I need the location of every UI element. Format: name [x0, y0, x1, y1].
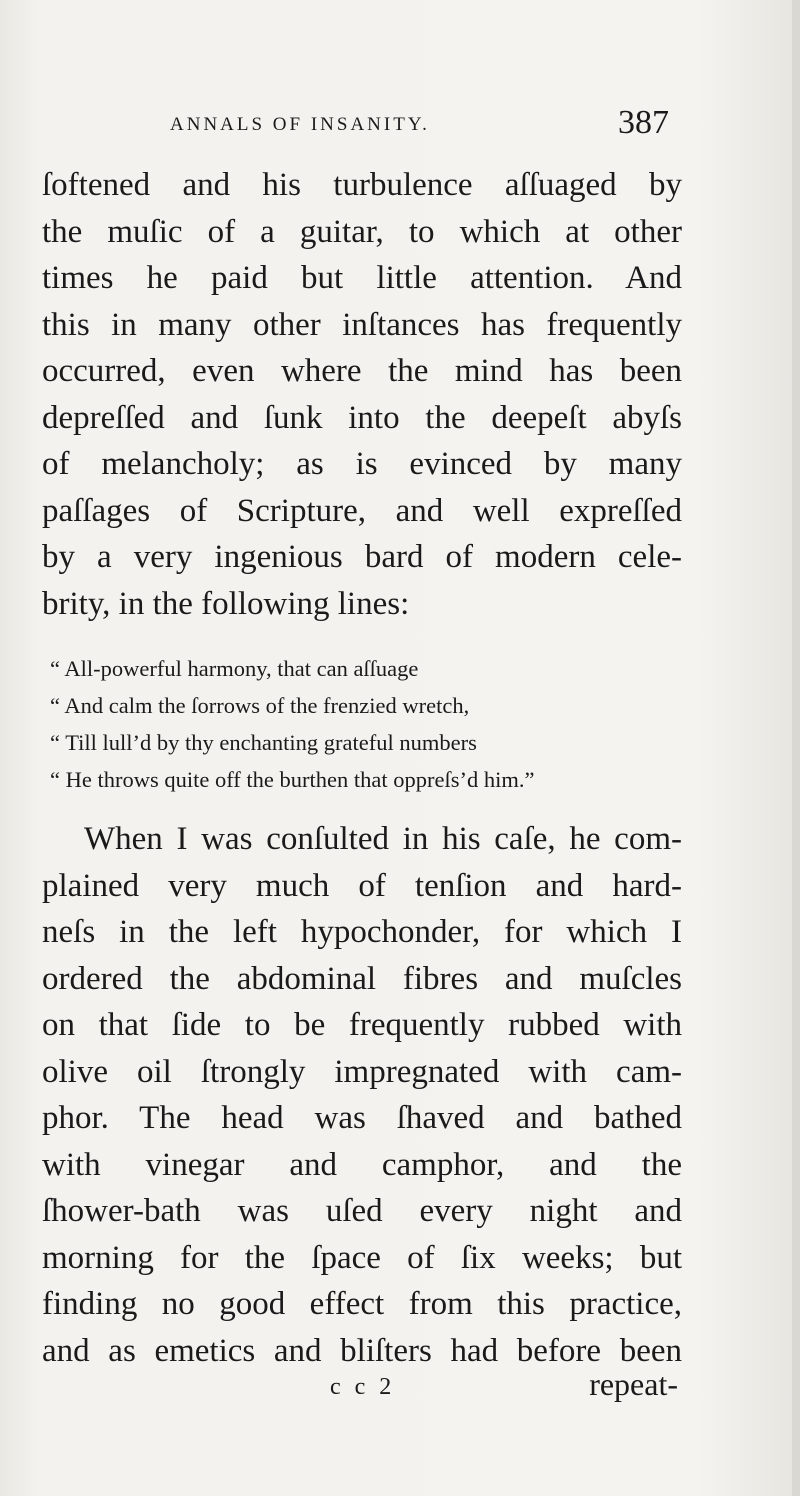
text-line: ſhower-bath was uſed every night and: [42, 1193, 682, 1229]
page-header: [170, 104, 690, 154]
text-line: by a very ingenious bard of modern cele-: [42, 539, 682, 575]
text-line: this in many other inſtances has frequently: [42, 306, 682, 343]
signature-mark: c c 2: [330, 1374, 396, 1400]
page-edge: [792, 0, 800, 1496]
text-line: and as emetics and bliſters had before been: [42, 1332, 682, 1369]
text-line: on that ſide to be frequently rubbed with: [42, 1007, 682, 1043]
text-line: times he paid but little attention. And: [42, 260, 682, 296]
verse-line: “ Till lull’d by thy enchanting grateful numbers: [50, 730, 477, 755]
verse-quotation: [50, 650, 690, 798]
text-line: plained very much of tenſion and hard-: [42, 867, 682, 904]
text-line: paſſages of Scripture, and well expreſſed: [42, 492, 682, 529]
paragraph-2: [42, 816, 682, 1374]
paragraph-1: [42, 162, 682, 627]
text-line: neſs in the left hypochonder, for which I: [42, 914, 682, 950]
text-line: occurred, even where the mind has been: [42, 353, 682, 389]
verse-line: “ All-powerful harmony, that can aſſuage: [50, 656, 419, 681]
running-head: ANNALS OF INSANITY.: [170, 114, 430, 135]
text-line: When I was conſulted in his caſe, he com-: [84, 821, 682, 857]
page-number: 387: [618, 104, 669, 141]
page-footer: [42, 1366, 682, 1412]
catchword: repeat-: [589, 1366, 678, 1402]
text-line: olive oil ſtrongly impregnated with cam-: [42, 1053, 682, 1090]
text-line: ordered the abdominal fibres and muſcles: [42, 960, 682, 997]
verse-line: “ He throws quite off the burthen that oppreſs’d him.”: [50, 767, 535, 792]
text-line: ſoftened and his turbulence aſſuaged by: [42, 167, 682, 203]
text-line: morning for the ſpace of ſix weeks; but: [42, 1239, 682, 1276]
verse-line: “ And calm the ſorrows of the frenzied wretch,: [50, 693, 470, 718]
text-line: of melancholy; as is evinced by many: [42, 446, 682, 482]
text-line: with vinegar and camphor, and the: [42, 1146, 682, 1183]
text-line: phor. The head was ſhaved and bathed: [42, 1100, 682, 1136]
text-line: depreſſed and ſunk into the deepeſt abyſs: [42, 399, 682, 436]
text-line: the muſic of a guitar, to which at other: [42, 213, 682, 250]
text-line: finding no good effect from this practice,: [42, 1286, 682, 1322]
text-line: brity, in the following lines:: [42, 585, 410, 622]
